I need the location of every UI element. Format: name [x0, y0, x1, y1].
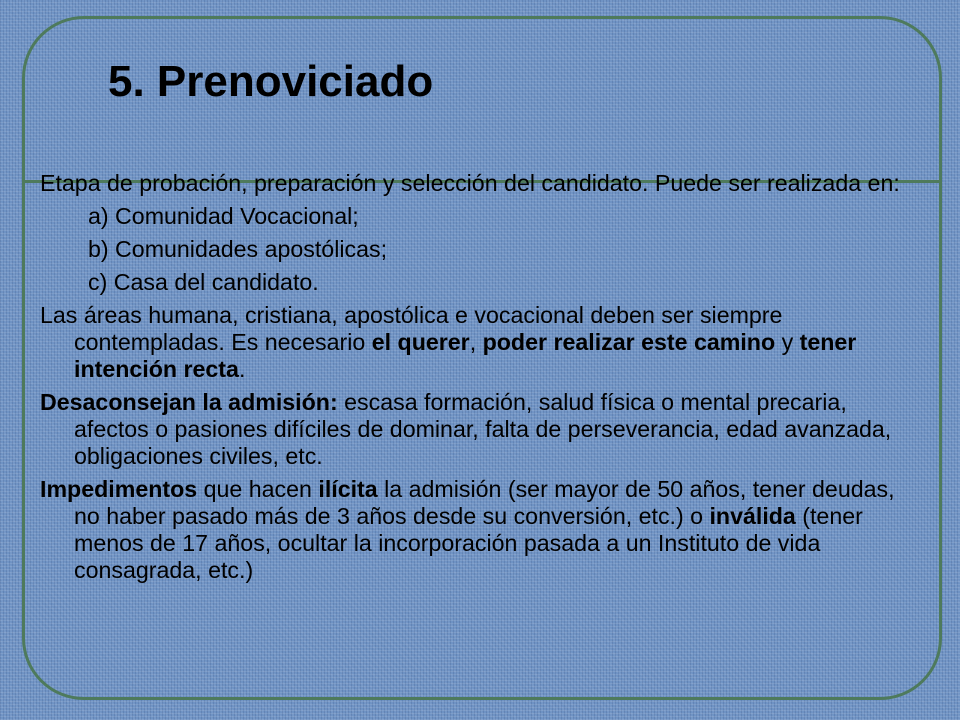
impedimentos-heading: Impedimentos: [40, 476, 198, 502]
intro-paragraph: Etapa de probación, preparación y selección del candidato. Puede ser realizada en:: [40, 170, 900, 196]
areas-text: ,: [469, 329, 483, 355]
impedimentos-bold-ilicita: ilícita: [318, 476, 378, 502]
option-item: a) Comunidad Vocacional;: [88, 203, 359, 229]
impedimentos-text: (tener menos de 17 años, ocultar la incorporación pasada a un Instituto de vida consagrada, etc.): [74, 503, 863, 583]
slide-title: 5. Prenoviciado: [108, 57, 434, 106]
areas-text: .: [238, 356, 246, 382]
areas-bold-intencion: tener intención recta: [74, 329, 857, 382]
impedimentos-text: que hacen: [197, 476, 319, 502]
impedimentos-paragraph: [40, 476, 918, 584]
desaconsejan-paragraph: [40, 389, 918, 470]
impedimentos-text: la admisión (ser mayor de 50 años, tener deudas, no haber pasado más de 3 años desde su conversión, etc.) o: [74, 476, 895, 529]
impedimentos-bold-invalida: inválida: [709, 503, 796, 529]
desaconsejan-text: escasa formación, salud física o mental precaria, afectos o pasiones difíciles de dominar, falta de perseverancia, edad avanzada, obligaciones civiles, etc.: [74, 389, 892, 469]
option-item: c) Casa del candidato.: [88, 269, 319, 295]
areas-paragraph: [40, 302, 918, 383]
areas-text: y: [775, 329, 800, 355]
areas-bold-poder: poder realizar este camino: [482, 329, 776, 355]
slide-body: [40, 170, 918, 584]
desaconsejan-heading: Desaconsejan la admisión:: [40, 389, 338, 415]
option-item: b) Comunidades apostólicas;: [88, 236, 388, 262]
areas-bold-querer: el querer: [371, 329, 470, 355]
areas-text: Las áreas humana, cristiana, apostólica e vocacional deben ser siempre contempladas. Es necesario: [40, 302, 783, 355]
